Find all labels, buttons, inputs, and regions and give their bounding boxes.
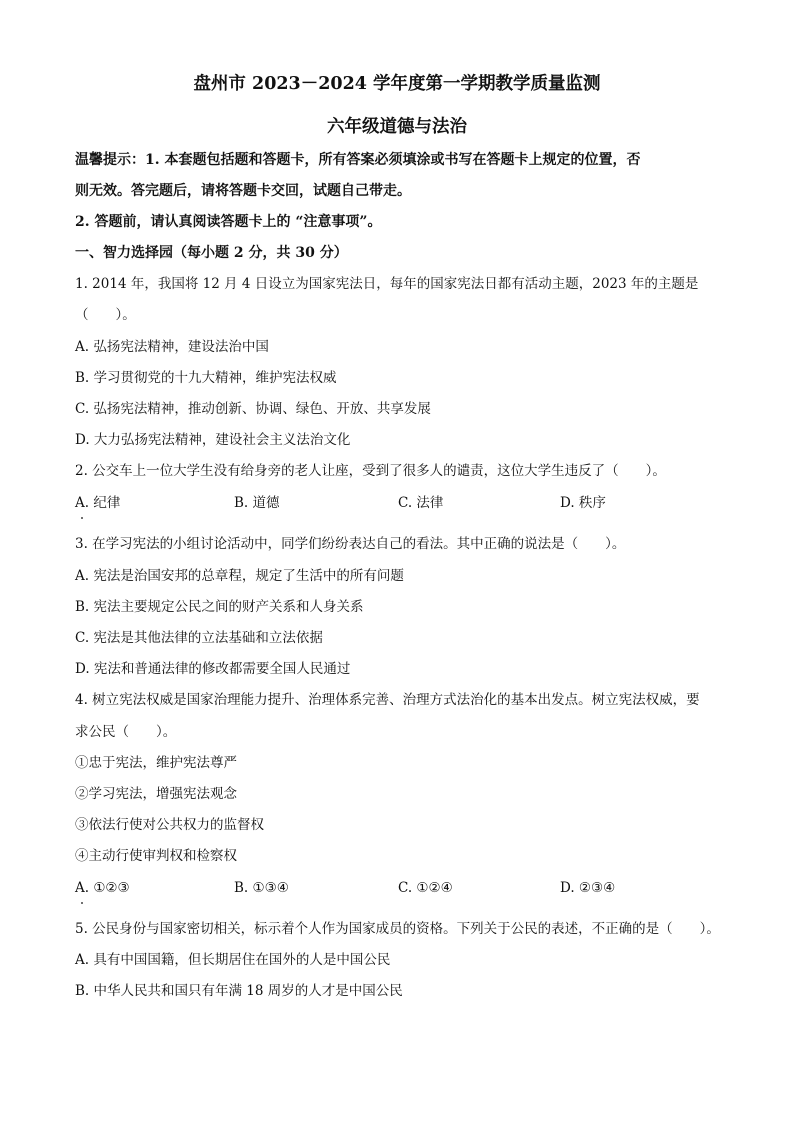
question-4-option-d: D. ②③④	[560, 880, 616, 896]
exam-subtitle: 六年级道德与法治	[327, 117, 467, 137]
question-3-option-b: B. 宪法主要规定公民之间的财产关系和人身关系	[75, 599, 364, 615]
section-heading: 一、智力选择园（每小题 2 分，共 30 分）	[75, 245, 348, 261]
scan-dot	[81, 517, 83, 519]
question-1-option-a: A. 弘扬宪法精神，建设法治中国	[75, 339, 269, 355]
question-3-stem: 3. 在学习宪法的小组讨论活动中，同学们纷纷表达自己的看法。其中正确的说法是（ ）。	[75, 536, 626, 552]
question-5-option-b: B. 中华人民共和国只有年满 18 周岁的人才是中国公民	[75, 983, 403, 999]
question-4-stem-cont: 求公民（ ）。	[75, 724, 177, 740]
question-4-item-2: ②学习宪法，增强宪法观念	[75, 786, 237, 802]
question-4-option-c: C. ①②④	[398, 880, 453, 896]
question-1-stem: 1. 2014 年，我国将 12 月 4 日设立为国家宪法日，每年的国家宪法日都有活动主题，2023 年的主题是	[75, 276, 699, 292]
question-4-stem: 4. 树立宪法权威是国家治理能力提升、治理体系完善、治理方式法治化的基本出发点。树立宪法权威，要	[75, 692, 700, 708]
notice-line-2: 则无效。答完题后，请将答题卡交回，试题自己带走。	[75, 183, 411, 199]
exam-title: 盘州市 2023－2024 学年度第一学期教学质量监测	[193, 74, 601, 94]
question-3-option-c: C. 宪法是其他法律的立法基础和立法依据	[75, 630, 323, 646]
scan-dot	[81, 902, 83, 904]
question-1-option-d: D. 大力弘扬宪法精神，建设社会主义法治文化	[75, 432, 351, 448]
question-2-option-c: C. 法律	[398, 495, 444, 511]
question-4-item-4: ④主动行使审判权和检察权	[75, 848, 237, 864]
question-4-item-3: ③依法行使对公共权力的监督权	[75, 817, 264, 833]
question-2-option-a: A. 纪律	[75, 495, 121, 511]
question-4-option-b: B. ①③④	[234, 880, 289, 896]
question-1-stem-cont: （ ）。	[75, 307, 136, 323]
question-1-option-b: B. 学习贯彻党的十九大精神，维护宪法权威	[75, 370, 337, 386]
notice-line-1: 温馨提示：1. 本套题包括题和答题卡，所有答案必须填涂或书写在答题卡上规定的位置，否	[75, 152, 641, 168]
notice-line-3: 2. 答题前，请认真阅读答题卡上的 “注意事项”。	[75, 214, 382, 230]
question-3-option-d: D. 宪法和普通法律的修改都需要全国人民通过	[75, 661, 351, 677]
question-3-option-a: A. 宪法是治国安邦的总章程，规定了生活中的所有问题	[75, 568, 404, 584]
question-5-option-a: A. 具有中国国籍，但长期居住在国外的人是中国公民	[75, 952, 391, 968]
question-4-item-1: ①忠于宪法，维护宪法尊严	[75, 755, 237, 771]
question-2-option-d: D. 秩序	[560, 495, 606, 511]
question-5-stem: 5. 公民身份与国家密切相关，标示着个人作为国家成员的资格。下列关于公民的表述，不正确的是（ ）。	[75, 921, 720, 937]
question-4-option-a: A. ①②③	[75, 880, 130, 896]
question-1-option-c: C. 弘扬宪法精神，推动创新、协调、绿色、开放、共享发展	[75, 401, 431, 417]
question-2-stem: 2. 公交车上一位大学生没有给身旁的老人让座，受到了很多人的谴责，这位大学生违反了（ ）。	[75, 463, 666, 479]
question-2-option-b: B. 道德	[234, 495, 280, 511]
